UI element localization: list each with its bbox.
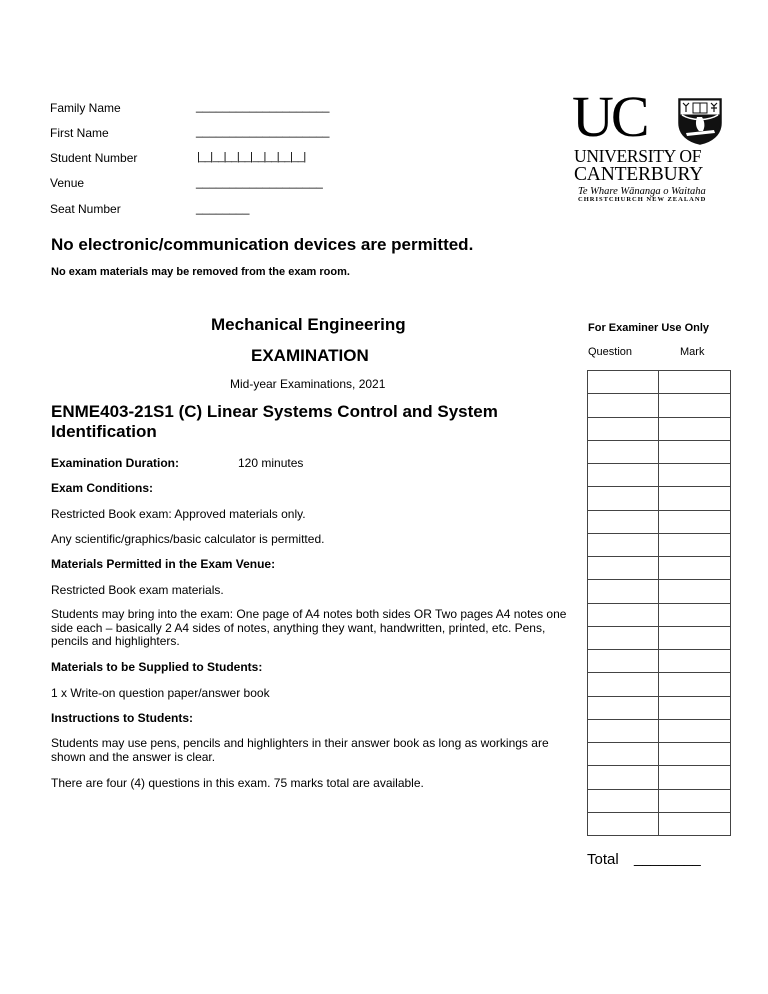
student-number-label: Student Number (50, 151, 138, 165)
question-cell[interactable] (588, 464, 659, 487)
family-name-label: Family Name (50, 101, 121, 115)
question-cell[interactable] (588, 371, 659, 394)
mark-cell[interactable] (659, 557, 731, 580)
materials-supplied-heading: Materials to be Supplied to Students: (51, 660, 263, 674)
mark-cell[interactable] (659, 812, 731, 835)
question-cell[interactable] (588, 533, 659, 556)
question-cell[interactable] (588, 417, 659, 440)
university-logo (572, 84, 724, 204)
question-cell[interactable] (588, 673, 659, 696)
mark-cell[interactable] (659, 626, 731, 649)
devices-warning: No electronic/communication devices are permitted. (51, 235, 474, 254)
mark-cell[interactable] (659, 533, 731, 556)
table-row (588, 510, 731, 533)
table-row (588, 743, 731, 766)
materials-permitted-text-1: Restricted Book exam materials. (51, 583, 224, 597)
logo-line-1: UNIVERSITY OF (574, 146, 702, 166)
question-cell[interactable] (588, 766, 659, 789)
mark-cell[interactable] (659, 719, 731, 742)
question-cell[interactable] (588, 603, 659, 626)
question-cell[interactable] (588, 510, 659, 533)
conditions-heading: Exam Conditions: (51, 481, 154, 495)
mark-cell[interactable] (659, 371, 731, 394)
course-title: ENME403-21S1 (C) Linear Systems Control and System Identification (51, 402, 498, 441)
materials-permitted-heading: Materials Permitted in the Exam Venue: (51, 557, 276, 571)
table-row (588, 626, 731, 649)
logo-monogram: UC (572, 84, 647, 149)
question-cell[interactable] (588, 557, 659, 580)
table-row (588, 650, 731, 673)
table-row (588, 417, 731, 440)
table-row (588, 696, 731, 719)
mark-cell[interactable] (659, 766, 731, 789)
university-crest-icon (677, 97, 723, 145)
mark-cell[interactable] (659, 464, 731, 487)
instructions-heading: Instructions to Students: (51, 711, 193, 725)
mark-cell[interactable] (659, 440, 731, 463)
question-cell[interactable] (588, 487, 659, 510)
table-row (588, 766, 731, 789)
table-row (588, 673, 731, 696)
mark-cell[interactable] (659, 510, 731, 533)
table-row (588, 812, 731, 835)
question-cell[interactable] (588, 440, 659, 463)
mark-cell[interactable] (659, 417, 731, 440)
table-row (588, 580, 731, 603)
mark-cell[interactable] (659, 789, 731, 812)
question-column-header: Question (588, 346, 633, 358)
question-cell[interactable] (588, 743, 659, 766)
question-cell[interactable] (588, 719, 659, 742)
examiner-marks-table (587, 370, 731, 836)
duration-label: Examination Duration: (51, 456, 180, 470)
table-row (588, 394, 731, 417)
question-cell[interactable] (588, 812, 659, 835)
question-cell[interactable] (588, 626, 659, 649)
logo-maori-name: Te Whare Wānanga o Waitaha (578, 186, 706, 197)
question-cell[interactable] (588, 789, 659, 812)
materials-warning: No exam materials may be removed from the exam room. (51, 266, 350, 278)
logo-line-2: CANTERBURY (574, 164, 704, 185)
mark-cell[interactable] (659, 673, 731, 696)
table-row (588, 371, 731, 394)
first-name-field[interactable]: ____________________ (196, 124, 330, 138)
table-row (588, 487, 731, 510)
logo-location: CHRISTCHURCH NEW ZEALAND (578, 196, 707, 203)
mark-cell[interactable] (659, 487, 731, 510)
department-title: Mechanical Engineering (211, 315, 406, 334)
exam-type-title: EXAMINATION (251, 346, 369, 365)
table-row (588, 557, 731, 580)
instructions-text-2: There are four (4) questions in this exam. 75 marks total are available. (51, 776, 424, 790)
total-field[interactable]: ________ (634, 850, 701, 867)
table-row (588, 719, 731, 742)
family-name-field[interactable]: ____________________ (196, 99, 330, 113)
duration-value: 120 minutes (238, 456, 304, 470)
mark-cell[interactable] (659, 696, 731, 719)
examiner-use-title: For Examiner Use Only (588, 322, 710, 334)
conditions-text-1: Restricted Book exam: Approved materials only. (51, 507, 306, 521)
seat-number-field[interactable]: ________ (196, 201, 250, 215)
question-cell[interactable] (588, 580, 659, 603)
table-row (588, 464, 731, 487)
venue-label: Venue (50, 176, 85, 190)
question-cell[interactable] (588, 394, 659, 417)
table-row (588, 789, 731, 812)
mark-cell[interactable] (659, 743, 731, 766)
seat-number-label: Seat Number (50, 202, 121, 216)
materials-supplied-text: 1 x Write-on question paper/answer book (51, 686, 270, 700)
first-name-label: First Name (50, 126, 109, 140)
table-row (588, 440, 731, 463)
question-cell[interactable] (588, 650, 659, 673)
session-label: Mid-year Examinations, 2021 (230, 377, 386, 391)
table-row (588, 533, 731, 556)
venue-field[interactable]: ___________________ (196, 175, 323, 189)
mark-cell[interactable] (659, 603, 731, 626)
total-label: Total (587, 851, 619, 868)
conditions-text-2: Any scientific/graphics/basic calculator is permitted. (51, 532, 325, 546)
question-cell[interactable] (588, 696, 659, 719)
mark-cell[interactable] (659, 580, 731, 603)
mark-cell[interactable] (659, 650, 731, 673)
mark-column-header: Mark (680, 346, 705, 358)
instructions-text-1: Students may use pens, pencils and highlighters in their answer book as long as workings are shown and the answer is clear. (51, 736, 549, 764)
table-row (588, 603, 731, 626)
materials-permitted-text-2: Students may bring into the exam: One page of A4 notes both sides OR Two pages A4 notes one side each – basically 2 A4 sides of notes, anything they want, handwritten, printed, etc. Pens, pencils and highlighters. (51, 607, 567, 648)
student-number-field[interactable]: |__|__|__|__|__|__|__|__| (197, 151, 306, 163)
mark-cell[interactable] (659, 394, 731, 417)
